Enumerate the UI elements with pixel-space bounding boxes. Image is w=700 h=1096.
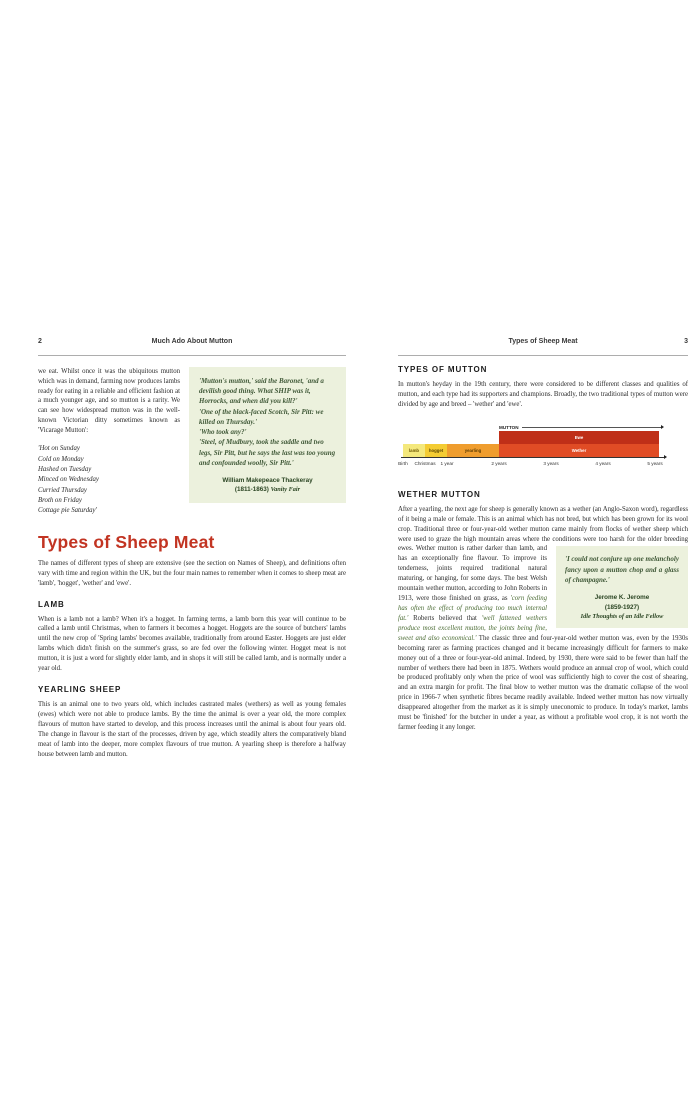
wether-text-1: After a yearling, the next age for sheep is generally known as a wether (an Anglo-Saxon word), regardless of it being a male or female. This is an animal which has not bred, but which has been grown for its wool crop. Traditional three or four-year-old wether mutton came mainly from flocks of wether sheep which were used to graze the high mountain areas where the conditions were too harsh for the older breeding ewes. bbox=[398, 505, 688, 553]
jerome-author: Jerome K. Jerome bbox=[594, 594, 650, 602]
tick-2-years: 2 years bbox=[491, 460, 507, 466]
wether-text-4: The classic three and four-year-old wether mutton was, even by the 1930s becoming rarer as farming practices changed and it became increasingly difficult for farmers to make money out of a three or four-year-old animal. Indeed, by 1930, there were said to be fewer than half the number of wethers there had been in 1875. Wethers would produce an annual crop of wool, which could be produced profitably only when the price of wool was sufficiently high to cover the cost of shearing, and an extra margin for profit. The final blow to wether mutton was the dramatic collapse of the wool price in 1966-7 when synthetic fibres became readily available. Indeed wether mutton has now virtually disappeared altogether from the market as it is simply uneconomic to produce. In today's market, lambs must be 'finished' for the butcher in under a year, as without a profitable wool crop, it is not worth the farmer feeding it any longer. bbox=[398, 634, 688, 732]
quote-line: 'Who took any?' bbox=[199, 428, 247, 437]
quote-author: William Makepeace Thackeray bbox=[222, 476, 313, 484]
left-intro-column bbox=[38, 367, 180, 517]
intro-paragraph: we eat. Whilst once it was the ubiquitous mutton which was in demand, farming now produces lambs ready for eating in a reliable and efficient fashion at a much younger age, and so mutton is a rarity. We can see how widespread mutton was in the well-known Victorian ditty sometimes known as 'Vicarage Mutton': bbox=[38, 368, 180, 434]
ditty-line: Cold on Monday bbox=[38, 455, 84, 463]
mutton-span-arrow bbox=[499, 424, 664, 431]
quote-attribution bbox=[199, 476, 336, 495]
left-page-number: 2 bbox=[38, 338, 42, 345]
right-head-rule bbox=[398, 355, 688, 356]
types-of-mutton-paragraph: In mutton's heyday in the 19th century, there were considered to be different classes and qualities of mutton, and each type had its supporters and champions. Broadly, the two traditional types of mutton were divided by age and breed – 'wether' and 'ewe'. bbox=[398, 381, 688, 408]
yearling-paragraph: This is an animal one to two years old, which includes castrated males (wethers) as well as young females (ewes) which were not able to produce lambs. By the time the animal is over a year old, the more complex flavours of mutton have started to develop, and this process increases until the animal is about four years old. The change in flavour is the start of the processes, driven by age, which steadily alters the comparatively bland meat of lamb into the deeper, more complex flavours of true mutton. A yearling sheep is therefore a halfway house between lamb and mutton. bbox=[38, 701, 346, 758]
jerome-quote-attribution bbox=[565, 593, 679, 621]
left-page bbox=[38, 338, 346, 760]
tick-3-years: 3 years bbox=[543, 460, 559, 466]
tick-christmas: Christmas bbox=[414, 460, 436, 466]
left-running-head: Much Ado About Mutton bbox=[151, 338, 233, 345]
tick-birth: Birth bbox=[398, 460, 408, 466]
jerome-quote-text: 'I could not conjure up one melancholy fancy upon a mutton chop and a glass of champagne.' bbox=[565, 555, 679, 584]
lamb-heading: LAMB bbox=[38, 599, 65, 609]
wether-mutton-heading: WETHER MUTTON bbox=[398, 489, 481, 499]
lamb-paragraph: When is a lamb not a lamb? When it's a hogget. In farming terms, a lamb born this year will continue to be called a lamb until Christmas, when to farmers it becomes a hogget. Hoggets are the source of butchers' lambs until the new crop of 'Spring lambs' becomes available, traditionally from around Easter. Hoggets are just elder lambs which didn't finish on the summer's grass, so are fed over the following winter. Hogget meat is not mutton, it is just a word for slightly elder lamb, and in shops it will still be called lamb, and is normally under a year old. bbox=[38, 615, 346, 673]
mutton-arrowhead-icon bbox=[661, 425, 664, 429]
mutton-arrow-line bbox=[522, 427, 661, 428]
types-of-mutton-heading: TYPES OF MUTTON bbox=[398, 365, 488, 374]
vicarage-mutton-ditty bbox=[38, 444, 180, 516]
chart-x-axis bbox=[401, 457, 664, 458]
jerome-quote-box bbox=[556, 546, 688, 628]
ditty-line: Curried Thursday bbox=[38, 486, 87, 494]
yearling-sheep-heading: YEARLING SHEEP bbox=[38, 685, 122, 695]
ditty-line: Cottage pie Saturday' bbox=[38, 507, 97, 515]
roberts-quote-1: 'corn feeding has often the effect of producing too much internal fat.' bbox=[398, 595, 548, 622]
ditty-line: 'Hot on Sunday bbox=[38, 445, 80, 453]
mutton-arrow-label: MUTTON bbox=[499, 424, 519, 430]
sheep-age-timeline-chart bbox=[398, 423, 688, 473]
chart-bar-hogget: hogget bbox=[425, 444, 447, 457]
right-running-head: Types of Sheep Meat bbox=[508, 338, 578, 345]
sheep-meat-intro-paragraph: The names of different types of sheep are extensive (see the section on Names of Sheep), and definitions often vary with time and region within the UK, but the four main names to remember when it comes to sheep meat are 'lamb', 'hogget', 'wether' and 'ewe'. bbox=[38, 559, 346, 587]
left-running-head-row bbox=[38, 338, 346, 347]
tick-4-years: 4 years bbox=[595, 460, 611, 466]
wether-text-2: Wether mutton is rather darker than lamb, and has an exceptionally fine flavour. To improve its tenderness, joints required traditional natural maturing, or hanging, for some days. The best Welsh mountain wether mutton, according to John Roberts in 1913, were those finished on grass, as bbox=[398, 545, 547, 603]
tick-1-year: 1 year bbox=[440, 460, 454, 466]
types-of-sheep-meat-heading: Types of Sheep Meat bbox=[38, 531, 215, 552]
quote-years-source bbox=[199, 485, 336, 494]
quote-years: (1811-1863) bbox=[234, 486, 269, 494]
quote-source: Vanity Fair bbox=[270, 486, 301, 494]
left-top-columns bbox=[38, 367, 346, 517]
chart-bar-wether: Wether bbox=[499, 444, 659, 457]
quote-line: 'One of the black-faced Scotch, Sir Pitt: we killed on Thursday.' bbox=[199, 407, 324, 426]
ditty-line: Hashed on Tuesday bbox=[38, 466, 92, 474]
left-head-rule bbox=[38, 355, 346, 356]
roberts-quote-2: 'well fattened wethers produce most excellent mutton, the joints being fine, sweet and also economical.' bbox=[398, 614, 548, 642]
wether-mutton-paragraph bbox=[398, 505, 688, 733]
thackeray-quote-box bbox=[189, 367, 346, 503]
ditty-line: Broth on Friday bbox=[38, 497, 82, 505]
chart-bar-ewe: Ewe bbox=[499, 431, 659, 444]
wether-text-3: Roberts believed that bbox=[408, 614, 482, 622]
right-running-head-row bbox=[398, 338, 688, 347]
ditty-line: Minced on Wednesday bbox=[38, 476, 99, 484]
chart-bar-yearling: yearling bbox=[447, 444, 499, 457]
quote-line: 'Steel, of Mudbury, took the saddle and two legs, Sir Pitt, but he says the last was too young and confounded woolly, Sir Pitt.' bbox=[199, 438, 336, 467]
chart-bar-lamb: lamb bbox=[403, 444, 425, 457]
jerome-years: (1859-1927) bbox=[604, 603, 640, 611]
jerome-source: Idle Thoughts of an Idle Fellow bbox=[580, 612, 664, 620]
quote-line: 'Mutton's mutton,' said the Baronet, 'and a devilish good thing. What SHIP was it, Horrocks, and when did you kill?' bbox=[199, 377, 324, 406]
tick-5-years: 5 years bbox=[647, 460, 663, 466]
right-page bbox=[398, 338, 688, 733]
right-page-number: 3 bbox=[684, 338, 688, 345]
axis-arrowhead-icon bbox=[664, 455, 667, 459]
